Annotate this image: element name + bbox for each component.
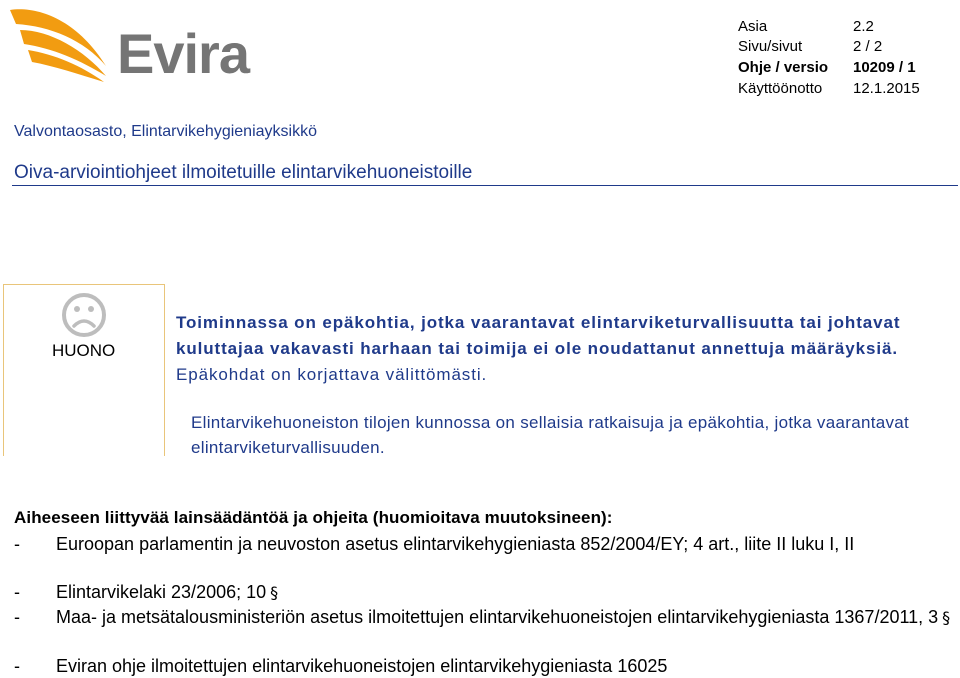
- legislation-item-text: Euroopan parlamentin ja neuvoston asetus elintarvikehygieniasta 852/2004/EY; 4 art., liite II luku I, II: [56, 534, 855, 554]
- list-dash: -: [14, 534, 20, 554]
- rating-label: HUONO: [52, 341, 116, 360]
- meta-value: 12.1.2015: [853, 80, 920, 97]
- list-dash: -: [14, 582, 20, 602]
- summary-plain: Epäkohdat on korjattava välittömästi.: [176, 365, 488, 384]
- list-dash: -: [14, 656, 20, 676]
- legislation-item-text: Maa- ja metsätalousministeriön asetus ilmoitettujen elintarvikehuoneistojen elintarvikehygieniasta 1367/2011, 3: [56, 607, 939, 627]
- meta-label: Sivu/sivut: [738, 38, 803, 55]
- meta-label: Asia: [738, 18, 768, 35]
- meta-label: Käyttöönotto: [738, 80, 823, 97]
- meta-value: 2 / 2: [853, 38, 883, 55]
- summary-bold: Toiminnassa on epäkohtia, jotka vaarantavat elintarviketurvallisuutta tai johtavat kuluttajaa vakavasti harhaan tai toimija ei ole noudattanut annettuja määräyksiä.: [176, 313, 901, 358]
- meta-label: Ohje / versio: [738, 59, 829, 76]
- section-sign: §: [942, 608, 951, 627]
- document-title: Oiva-arviointiohjeet ilmoitetuille elintarvikehuoneistoille: [14, 162, 473, 183]
- legislation-heading: Aiheeseen liittyvää lainsäädäntöä ja ohjeita (huomioitava muutoksineen):: [14, 508, 613, 527]
- legislation-item: [14, 580, 954, 605]
- title-divider: [12, 185, 958, 186]
- legislation-item: [14, 605, 954, 630]
- meta-value: 2.2: [853, 18, 874, 35]
- logo-wordmark: Evira: [117, 22, 249, 85]
- meta-value: 10209 / 1: [853, 59, 916, 76]
- legislation-item: [14, 532, 954, 556]
- list-dash: -: [14, 607, 20, 627]
- sad-face-icon: [61, 292, 107, 338]
- department-name: Valvontaosasto, Elintarvikehygieniayksikkö: [14, 123, 317, 140]
- legislation-item-text: Eviran ohje ilmoitettujen elintarvikehuoneistojen elintarvikehygieniasta 16025: [56, 656, 668, 676]
- rating-detail: Elintarvikehuoneiston tilojen kunnossa on sellaisia ratkaisuja ja epäkohtia, jotka vaarantavat elintarviketurvallisuuden.: [191, 413, 910, 457]
- rating-summary: [176, 310, 946, 388]
- section-sign: §: [270, 583, 279, 602]
- legislation-item-text: Elintarvikelaki 23/2006; 10: [56, 582, 267, 602]
- legislation-item: [14, 654, 954, 678]
